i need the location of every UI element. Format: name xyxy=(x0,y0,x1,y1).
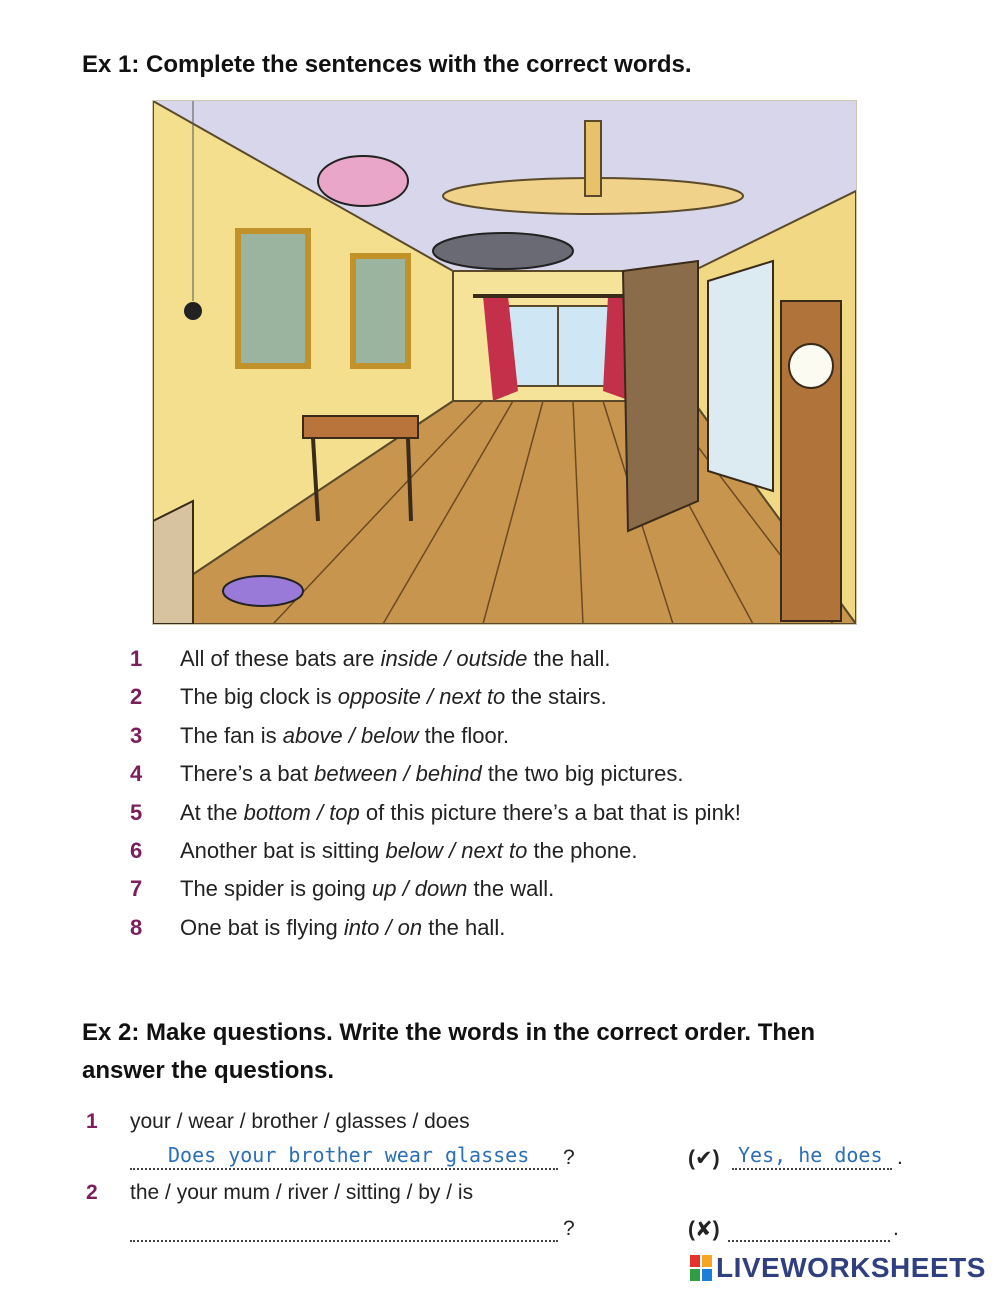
logo-icon xyxy=(690,1255,712,1281)
period: . xyxy=(897,1146,903,1169)
choice-options[interactable]: into / on xyxy=(343,914,423,940)
tick-mark: (✔) xyxy=(688,1147,720,1170)
exercise1-heading: Ex 1: Complete the sentences with the correct words. xyxy=(82,51,692,78)
item-number: 3 xyxy=(130,722,143,748)
short-answer-input[interactable]: Yes, he does xyxy=(738,1143,883,1167)
list-item: 6 Another bat is sitting below / next to the phone. xyxy=(130,832,741,870)
item-number: 7 xyxy=(130,876,143,902)
question-answer-line xyxy=(130,1168,558,1170)
liveworksheets-logo xyxy=(690,1250,986,1286)
scrambled-words: the / your mum / river / sitting / by / is xyxy=(130,1181,474,1204)
choice-options[interactable]: between / behind xyxy=(314,761,482,787)
choice-options[interactable]: up / down xyxy=(372,876,468,902)
item-number: 8 xyxy=(130,914,143,940)
choice-options[interactable]: opposite / next to xyxy=(337,684,506,710)
item-number: 6 xyxy=(130,837,143,863)
list-item: 5 At the bottom / top of this picture there’s a bat that is pink! xyxy=(130,794,741,832)
item-number: 1 xyxy=(130,646,143,671)
period: . xyxy=(893,1217,899,1240)
question-answer-input[interactable]: Does your brother wear glasses xyxy=(168,1143,530,1167)
short-answer-line xyxy=(732,1168,892,1170)
question-mark: ? xyxy=(563,1146,575,1169)
list-item: 1 All of these bats are inside / outside the hall. xyxy=(130,640,741,678)
choice-options[interactable]: bottom / top xyxy=(243,799,360,825)
question-answer-line xyxy=(130,1240,558,1242)
short-answer-line xyxy=(728,1240,890,1242)
item-number: 5 xyxy=(130,799,143,825)
list-item: 8 One bat is flying into / on the hall. xyxy=(130,909,741,947)
haunted-hall-illustration xyxy=(152,100,857,625)
list-item: 3 The fan is above / below the floor. xyxy=(130,717,741,755)
cross-mark: (✘) xyxy=(688,1218,720,1241)
exercise1-list xyxy=(130,640,741,947)
scrambled-words: your / wear / brother / glasses / does xyxy=(130,1110,470,1133)
question-number: 2 xyxy=(86,1181,98,1204)
question-number: 1 xyxy=(86,1110,98,1133)
question-mark: ? xyxy=(563,1217,575,1240)
item-number: 4 xyxy=(130,761,143,787)
choice-options[interactable]: inside / outside xyxy=(380,646,528,671)
exercise2-heading: Ex 2: Make questions. Write the words in the correct order. Then answer the questions. xyxy=(82,1019,816,1084)
list-item: 2 The big clock is opposite / next to the stairs. xyxy=(130,678,741,716)
item-number: 2 xyxy=(130,684,143,710)
list-item: 7 The spider is going up / down the wall. xyxy=(130,870,741,908)
list-item: 4 There’s a bat between / behind the two big pictures. xyxy=(130,755,741,793)
logo-text: LIVEWORKSHEETS xyxy=(716,1252,986,1283)
choice-options[interactable]: above / below xyxy=(282,722,419,748)
choice-options[interactable]: below / next to xyxy=(385,837,528,863)
